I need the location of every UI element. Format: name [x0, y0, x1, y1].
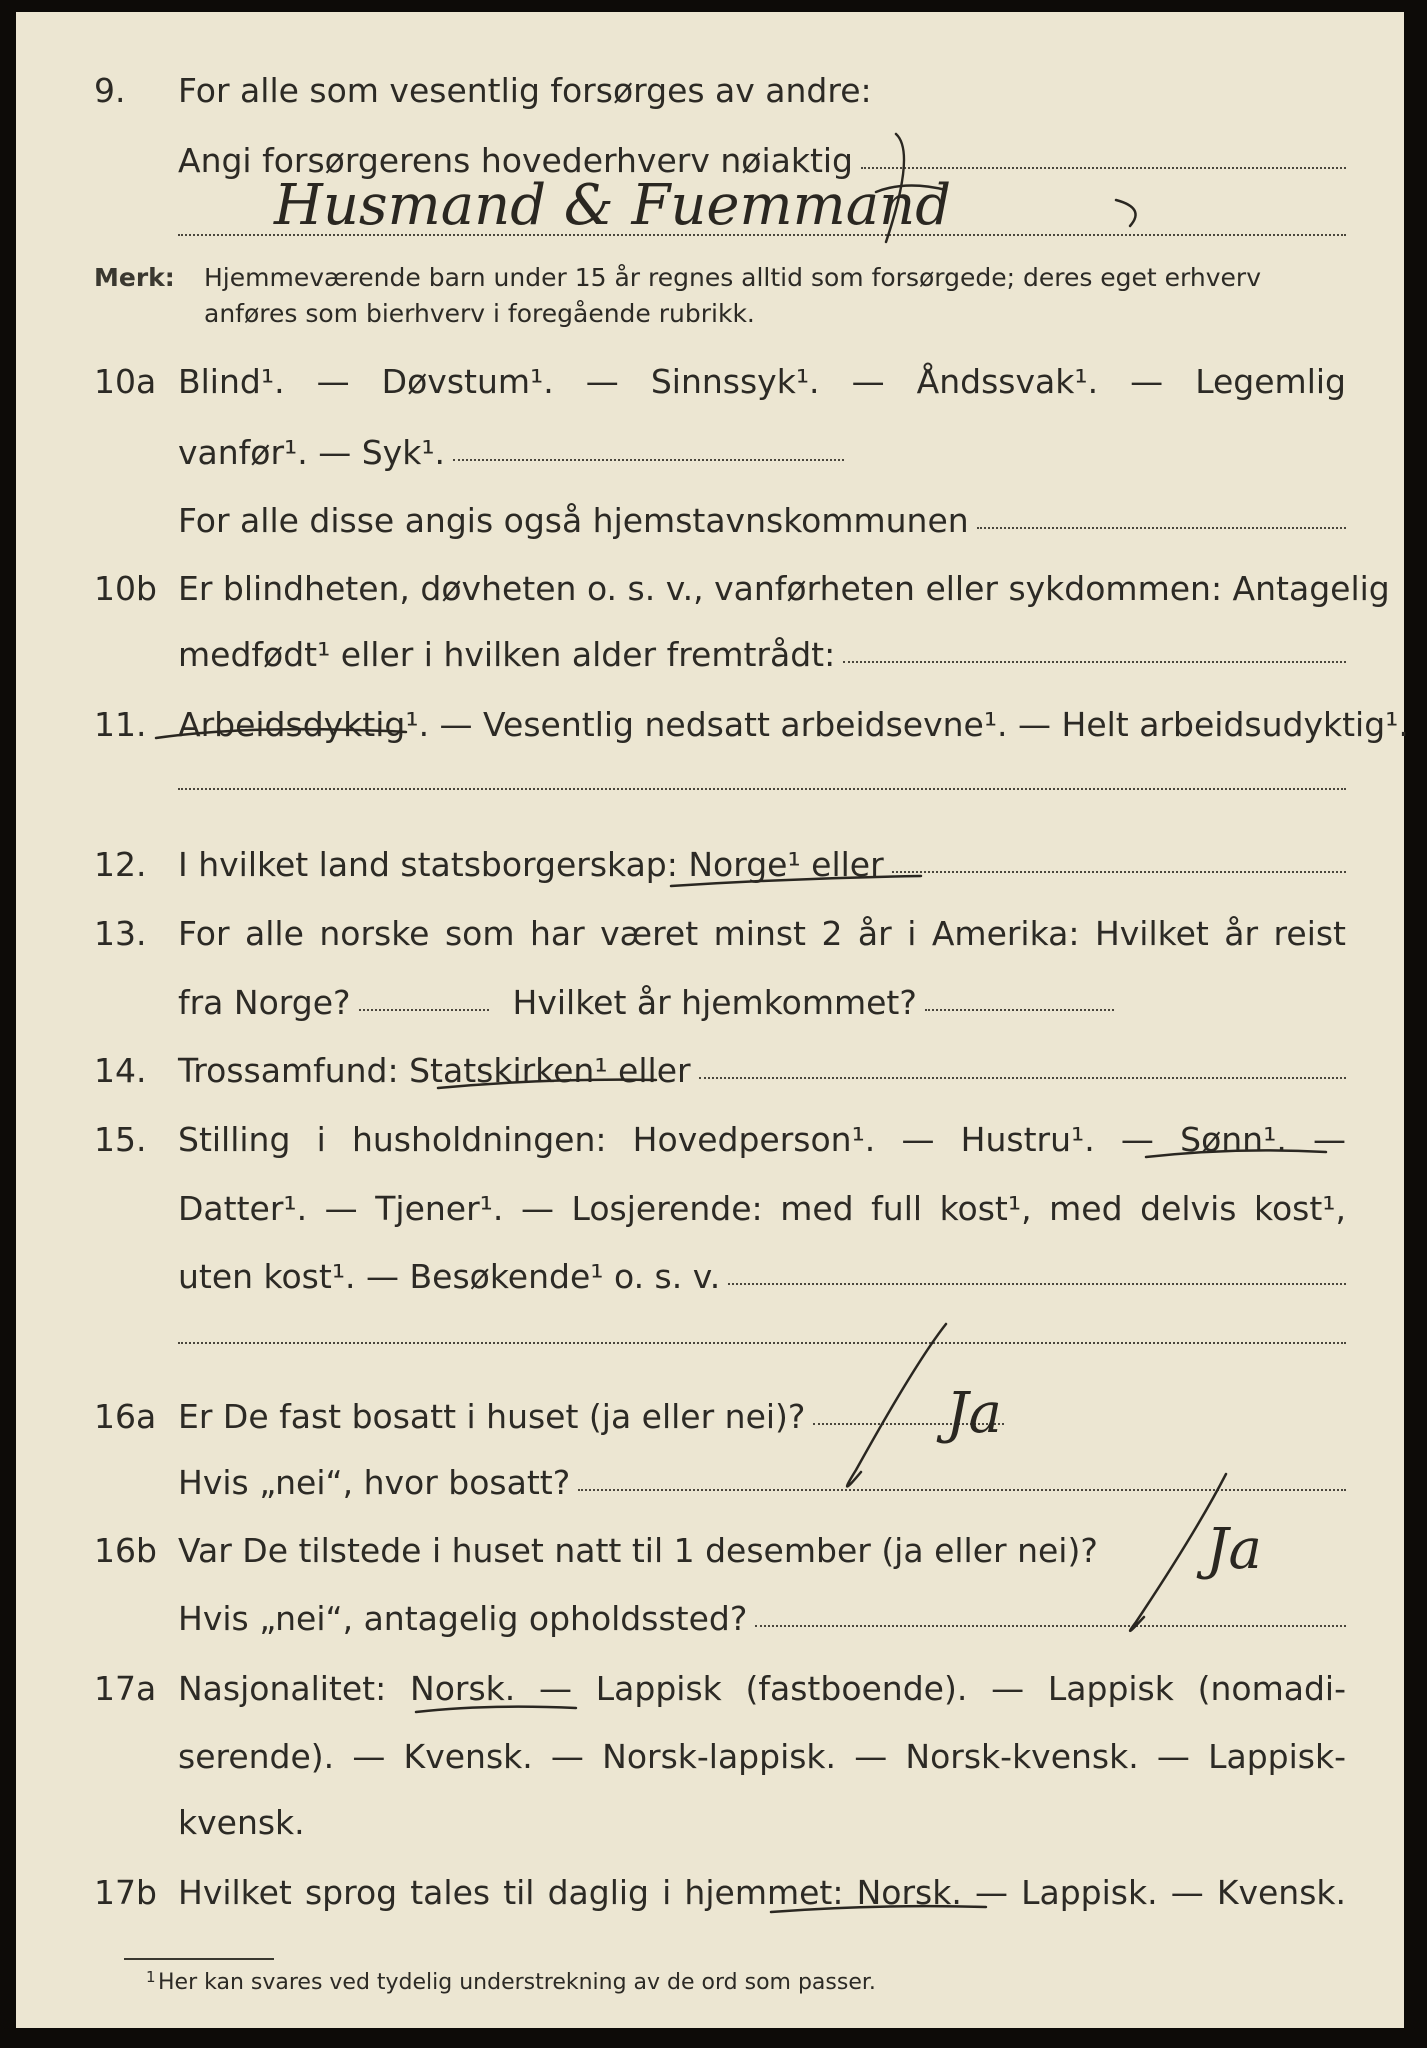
q10a-answer-line[interactable]: [453, 459, 844, 461]
q10a-options: Blind¹. — Døvstum¹. — Sinnssyk¹. — Åndssvak¹. — Legemlig: [178, 362, 1346, 401]
q16b-question: Var De tilstede i huset natt til 1 desember (ja eller nei)?: [178, 1531, 1098, 1570]
q9-row-2: [16, 136, 1404, 186]
q10a-row-1: [16, 357, 1404, 407]
q10b-answer-line[interactable]: [843, 661, 1346, 663]
q15-options-3: uten kost¹. — Besøkende¹ o. s. v.: [178, 1257, 721, 1296]
q10a-hjemstavn-line[interactable]: [977, 527, 1346, 529]
q17a-options: Nasjonalitet: Norsk. — Lappisk (fastboende). — Lappisk (nomadi-: [178, 1669, 1346, 1708]
footnote: [146, 1968, 876, 1998]
footnote-rule: [124, 1958, 274, 1960]
q16b-handwritten-answer: Ja: [1206, 1517, 1262, 1582]
q14-number: 14.: [94, 1051, 147, 1090]
q10b-question-2: medfødt¹ eller i hvilken alder fremtrådt:: [178, 635, 836, 674]
q9-pen-stroke-2: [876, 185, 946, 192]
q13-hjemkommet-line[interactable]: [925, 1009, 1114, 1011]
q14-row: [16, 1046, 1404, 1096]
q12-row: [16, 840, 1404, 890]
census-form-page: [16, 12, 1409, 2028]
q13-row-1: [16, 909, 1404, 959]
q17a-options-2: serende). — Kvensk. — Norsk-lappisk. — Norsk-kvensk. — Lappisk-: [178, 1737, 1346, 1776]
footnote-mark: 1: [146, 1968, 156, 1986]
footnote-text: Her kan svares ved tydelig understrekning av de ord som passer.: [158, 1970, 876, 1995]
q11-answer-line[interactable]: [178, 788, 1346, 790]
q13-question: For alle norske som har været minst 2 år i Amerika: Hvilket år reist: [178, 914, 1346, 953]
q16b-row-2: [16, 1594, 1404, 1644]
q16b-row-1: [16, 1526, 1404, 1576]
q15-answer-line-2[interactable]: [178, 1342, 1346, 1344]
q12-question: I hvilket land statsborgerskap: Norge¹ eller: [178, 845, 884, 884]
q13-reist-line[interactable]: [359, 1009, 489, 1011]
q15-options: Stilling i husholdningen: Hovedperson¹. — Hustru¹. — Sønn¹. —: [178, 1120, 1346, 1159]
q16a-handwritten-answer: Ja: [946, 1381, 1002, 1446]
q13-hjemkommet-label: Hvilket år hjemkommet?: [512, 983, 917, 1022]
q10a-row-2: [16, 428, 1404, 478]
q9-row-1: [16, 66, 1404, 116]
q12-answer-line[interactable]: [892, 871, 1346, 873]
q13-row-2: [16, 978, 1404, 1028]
q16a-answer-line[interactable]: [813, 1423, 1004, 1425]
q16a-followup: Hvis „nei“, hvor bosatt?: [178, 1463, 571, 1502]
q16a-row-2: [16, 1458, 1404, 1508]
q16a-question: Er De fast bosatt i huset (ja eller nei)?: [178, 1397, 806, 1436]
q17a-row-3: [16, 1798, 1404, 1848]
q15-options-2: Datter¹. — Tjener¹. — Losjerende: med full kost¹, med delvis kost¹,: [178, 1189, 1346, 1228]
q16a-followup-line[interactable]: [578, 1489, 1346, 1491]
q10a-options-2: vanfør¹. — Syk¹.: [178, 433, 446, 472]
q16b-followup-line[interactable]: [755, 1625, 1346, 1627]
q16b-followup: Hvis „nei“, antagelig opholdssted?: [178, 1599, 748, 1638]
q15-number: 15.: [94, 1120, 147, 1159]
q9-answer-line[interactable]: [861, 167, 1346, 169]
q10b-question: Er blindheten, døvheten o. s. v., vanførheten eller sykdommen: Antagelig: [178, 569, 1390, 608]
q10a-hjemstavn: For alle disse angis også hjemstavnskommunen: [178, 501, 969, 540]
q10b-row-1: [16, 564, 1404, 614]
q15-answer-line[interactable]: [728, 1283, 1346, 1285]
q10b-number: 10b: [94, 569, 157, 608]
q9-handwritten-answer: Husmand & Fuemmand: [274, 173, 952, 238]
q17b-number: 17b: [94, 1873, 157, 1912]
q16a-number: 16a: [94, 1397, 157, 1436]
q9-flourish: [1116, 200, 1136, 226]
q14-answer-line[interactable]: [699, 1077, 1346, 1079]
q9-number: 9.: [94, 71, 126, 110]
q12-number: 12.: [94, 845, 147, 884]
q14-question: Trossamfund: Statskirken¹ eller: [178, 1051, 691, 1090]
q13-number: 13.: [94, 914, 147, 953]
q17b-row: [16, 1868, 1404, 1918]
q13-reist-label: fra Norge?: [178, 983, 351, 1022]
q10a-row-3: [16, 496, 1404, 546]
q17a-number: 17a: [94, 1669, 157, 1708]
merk-line-2: anføres som bierhverv i foregående rubrikk.: [204, 299, 755, 328]
q9-instruction: Angi forsørgerens hovederhverv nøiaktig: [178, 141, 854, 180]
q17a-row-2: [16, 1732, 1404, 1782]
q17a-row-1: [16, 1664, 1404, 1714]
q17a-options-3: kvensk.: [178, 1803, 305, 1842]
q17b-options: Hvilket sprog tales til daglig i hjemmet: Norsk. — Lappisk. — Kvensk.: [178, 1873, 1346, 1912]
q16b-number: 16b: [94, 1531, 157, 1570]
q9-question: For alle som vesentlig forsørges av andre:: [178, 71, 872, 110]
q10b-row-2: [16, 630, 1404, 680]
q10a-number: 10a: [94, 362, 157, 401]
q15-row-3: [16, 1252, 1404, 1302]
q11-row: [16, 700, 1409, 750]
q16a-row-1: [16, 1392, 1404, 1442]
merk-line-1: Hjemmeværende barn under 15 år regnes alltid som forsørgede; deres eget erhverv: [204, 263, 1261, 292]
q9-answer-line-2[interactable]: [178, 234, 1346, 236]
q15-row-2: [16, 1184, 1404, 1234]
merk-label: Merk:: [94, 263, 175, 292]
q11-options: Arbeidsdyktig¹. — Vesentlig nedsatt arbeidsevne¹. — Helt arbeidsudyktig¹.: [178, 705, 1409, 744]
q11-number: 11.: [94, 705, 147, 744]
q15-row-1: [16, 1115, 1404, 1165]
